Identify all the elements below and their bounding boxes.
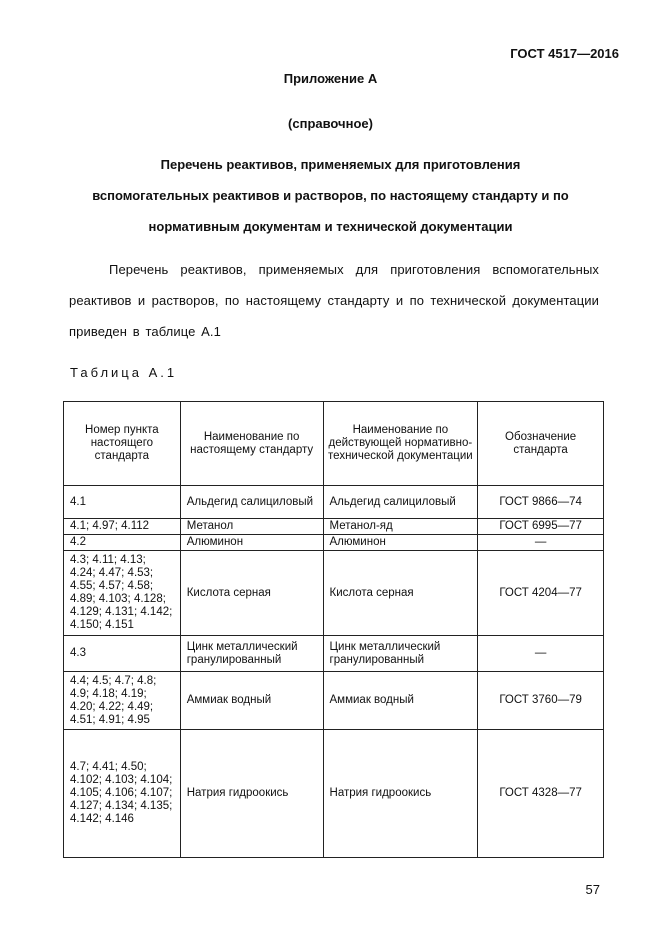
reagents-table	[63, 401, 604, 858]
table-row	[64, 519, 604, 535]
cell-doc-name: Алюминон	[323, 535, 478, 551]
header-name: Наименование по настоящему стандарту	[180, 402, 323, 486]
cell-doc-name: Аммиак водный	[323, 672, 478, 730]
table-row	[64, 535, 604, 551]
table-row	[64, 636, 604, 672]
document-code: ГОСТ 4517—2016	[510, 46, 619, 61]
cell-standard: —	[478, 535, 604, 551]
cell-standard: ГОСТ 3760—79	[478, 672, 604, 730]
cell-clause: 4.1	[64, 486, 181, 519]
cell-clause: 4.4; 4.5; 4.7; 4.8; 4.9; 4.18; 4.19; 4.20; 4.22; 4.49; 4.51; 4.91; 4.95	[64, 672, 181, 730]
intro-paragraph: Перечень реактивов, применяемых для приготовления вспомогательных реактивов и растворов, по настоящему стандарту и по технической документации приведен в таблице А.1	[69, 262, 599, 339]
cell-name: Алюминон	[180, 535, 323, 551]
table-caption: Таблица А.1	[70, 365, 178, 380]
appendix-title: Приложение А	[283, 71, 378, 86]
cell-clause: 4.1; 4.97; 4.112	[64, 519, 181, 535]
cell-clause: 4.7; 4.41; 4.50; 4.102; 4.103; 4.104; 4.105; 4.106; 4.107; 4.127; 4.134; 4.135; 4.142; 4.146	[64, 730, 181, 858]
cell-standard: ГОСТ 4204—77	[478, 551, 604, 636]
cell-clause: 4.3	[64, 636, 181, 672]
cell-doc-name: Метанол-яд	[323, 519, 478, 535]
cell-clause: 4.3; 4.11; 4.13; 4.24; 4.47; 4.53; 4.55; 4.57; 4.58; 4.89; 4.103; 4.128; 4.129; 4.131; 4.142; 4.150; 4.151	[64, 551, 181, 636]
cell-doc-name: Кислота серная	[323, 551, 478, 636]
table-row	[64, 730, 604, 858]
table-header-row	[64, 402, 604, 486]
cell-name: Натрия гидроокись	[180, 730, 323, 858]
cell-standard: ГОСТ 4328—77	[478, 730, 604, 858]
table-row	[64, 551, 604, 636]
heading-line-1: Перечень реактивов, применяемых для приготовления	[160, 157, 521, 172]
cell-standard: —	[478, 636, 604, 672]
cell-name: Кислота серная	[180, 551, 323, 636]
cell-clause: 4.2	[64, 535, 181, 551]
heading-line-2: вспомогательных реактивов и растворов, по настоящему стандарту и по	[92, 188, 569, 203]
cell-doc-name: Цинк металлический гранулированный	[323, 636, 478, 672]
cell-doc-name: Альдегид салициловый	[323, 486, 478, 519]
appendix-subtitle: (справочное)	[288, 116, 373, 131]
header-clause: Номер пункта настоящего стандарта	[64, 402, 181, 486]
cell-doc-name: Натрия гидроокись	[323, 730, 478, 858]
cell-standard: ГОСТ 6995—77	[478, 519, 604, 535]
cell-name: Аммиак водный	[180, 672, 323, 730]
cell-name: Альдегид салициловый	[180, 486, 323, 519]
cell-name: Цинк металлический гранулированный	[180, 636, 323, 672]
cell-name: Метанол	[180, 519, 323, 535]
table-row	[64, 486, 604, 519]
heading-line-3: нормативным документам и технической документации	[148, 219, 513, 234]
cell-standard: ГОСТ 9866—74	[478, 486, 604, 519]
page-number: 57	[585, 882, 600, 897]
table-row	[64, 672, 604, 730]
header-standard: Обозначение стандарта	[478, 402, 604, 486]
header-doc-name: Наименование по действующей нормативно-технической документации	[323, 402, 478, 486]
